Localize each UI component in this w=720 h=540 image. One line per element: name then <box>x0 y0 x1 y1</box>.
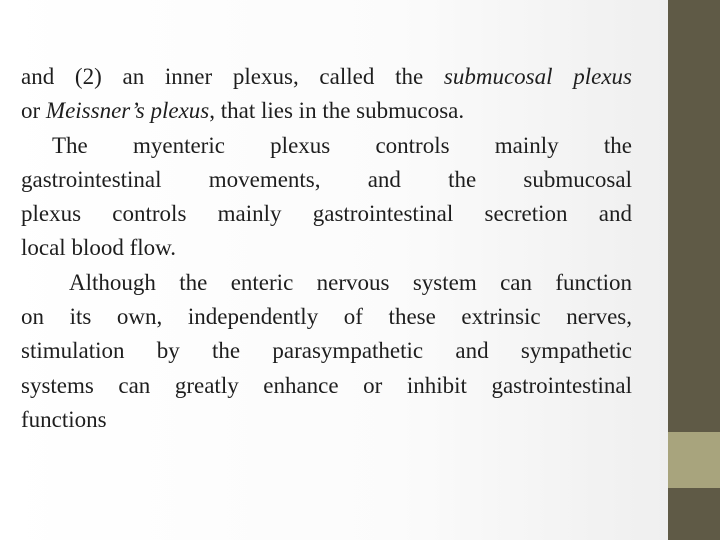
text-line: local blood flow. <box>21 235 177 261</box>
paragraph-inner-plexus <box>21 60 632 129</box>
text-line: Although the enteric nervous system can function <box>69 269 632 295</box>
paragraph-autonomic-influence <box>21 266 632 437</box>
term-submucosal-plexus: submucosal plexus <box>443 64 633 89</box>
slide-body-text <box>21 60 632 437</box>
term-meissners-plexus: Meissner’s plexus <box>45 98 210 124</box>
text-line: stimulation by the parasympathetic and sympathetic <box>21 338 632 364</box>
text-line <box>21 94 632 128</box>
text-line: plexus controls mainly gastrointestinal secretion and <box>21 201 632 227</box>
text-line <box>21 60 632 94</box>
text-run: and (2) an inner plexus, called the <box>21 64 444 89</box>
text-line: The myenteric plexus controls mainly the <box>52 132 632 158</box>
text-line: on its own, independently of these extrinsic nerves, <box>21 304 632 330</box>
text-run: , that lies in the submucosa. <box>209 98 465 124</box>
text-line: functions <box>21 406 107 432</box>
text-line: systems can greatly enhance or inhibit gastrointestinal <box>21 372 632 398</box>
sidebar-band-bottom <box>668 488 720 540</box>
paragraph-plexus-functions <box>21 129 632 266</box>
sidebar-band-accent <box>668 432 720 488</box>
sidebar-band-top <box>668 0 720 432</box>
decorative-sidebar <box>668 0 720 540</box>
text-run: or <box>21 98 46 124</box>
text-line: gastrointestinal movements, and the submucosal <box>21 166 632 192</box>
